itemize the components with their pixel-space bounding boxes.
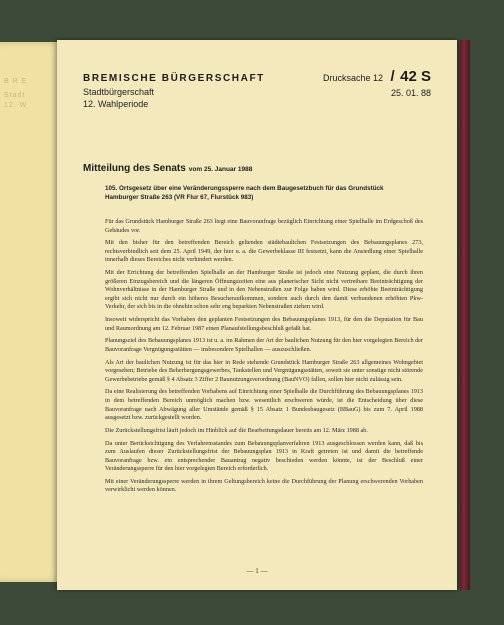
drucksache-label: Drucksache 12 xyxy=(323,73,384,83)
page-number: — 1 — xyxy=(246,567,268,575)
document-title xyxy=(83,158,252,176)
letterhead xyxy=(83,73,265,111)
title-text: Mitteilung des Senats xyxy=(83,163,186,174)
org-name: BREMISCHE BÜRGERSCHAFT xyxy=(83,73,265,84)
paragraph: Da eine Realisierung des betreffenden Vorhabens auf Einrichtung einer Spielhalle die Durchführung des Bebauungsplanes 1913 in dem betreffenden Bereich unmöglich machen bzw. wesentlich erschweren würde, ist die Entscheidung über diese Bauvoranfrage nach Abwägung aller Umstände gemäß § 15 Absatz 1 Bundesbaugesetz (BBauG) bis zum 7. April 1988 ausgesetzt bzw. zurückgestellt worden. xyxy=(105,388,423,422)
paragraph: Da unter Berücksichtigung des Verfahrensstandes zum Bebauungsplanverfahren 1913 ausgeschlossen werden kann, daß bis zum Auslaufen dieser Zurückstellungsfrist der Bebauungsplan 1913 in Kraft getreten ist und damit die betreffende Bauvoranfrage bzw. ein entsprechender Bauantrag negativ beschieden werden könnte, ist der Beschluß einer Veränderungssperre für den hier vorgelegten Bereich erforderlich. xyxy=(105,439,423,473)
paragraph: Mit einer Veränderungssperre werden in ihrem Geltungsbereich keine die Durchführung der Planung erschwerenden Vorhaben verwirklicht werden können. xyxy=(105,477,423,494)
paragraph: Die Zurückstellungsfrist läuft jedoch im Hinblick auf die Bearbeitungsdauer bereits am 12. März 1988 ab. xyxy=(105,426,368,434)
title-date: vom 25. Januar 1988 xyxy=(188,166,253,173)
paragraph: Planungsziel des Bebauungsplanes 1913 ist u. a. im Rahmen der Art der baulichen Nutzung für den hier vorgelegten Bereich der Bauvoranfrage Vergnügungsstätten — insbesondere Spielhallen — auszuschließen. xyxy=(105,337,423,353)
paragraph: Als Art der baulichen Nutzung ist für das hier in Rede stehende Grundstück Hamburger Straße 263 allgemeines Wohngebiet vorgesehen; Betriebe des Beherbergungsgewerbes, Tankstellen und Vergnügungsstätten, soweit sie unter sonstige nicht störende Gewerbebetriebe gemäß § 4 Absatz 3 Ziffer 2 Baunutzungsverordnung (BauNVO) fallen, sollen hier nicht zulässig sein. xyxy=(105,358,423,383)
document-page xyxy=(57,40,457,590)
drucksache-number: 42 S xyxy=(400,68,431,85)
subject-heading: 105. Ortsgesetz über eine Veränderungssperre nach dem Baugesetzbuch für das Grundstück Hamburger Straße 263 (VR Flur 67, Flurstück 983) xyxy=(105,185,384,201)
binder-spine xyxy=(460,40,470,590)
paragraph: Für das Grundstück Hamburger Straße 263 liegt eine Bauvoranfrage bezüglich Einrichtung einer Spielhalle im Erdgeschoß des Gebäudes vor. xyxy=(105,218,423,234)
drucksache-slash: / xyxy=(390,68,395,85)
body-text xyxy=(105,218,423,499)
parliament-body: Stadtbürgerschaft xyxy=(83,87,155,97)
electoral-period: 12. Wahlperiode xyxy=(83,99,149,109)
paragraph: Mit der Errichtung der betreffenden Spielhalle an der Hamburger Straße ist jedoch eine Nutzung geplant, die durch ihren größeren Einzugsbereich und die längeren Öffnungszeiten eine aus planerischer Sicht nicht vertretbare Beeinträchtigung der Wohnverhältnisse in der Hamburger Straße und in den Nebenstraßen zur Folge haben wird. Diese erhöhte Beeinträchtigung ergibt sich nicht nur durch ein höheres Besucheraufkommen, sondern auch durch den damit verbundenen erhöhten Pkw-Verkehr, der sich bis in die ohnehin schon sehr eng beparkten Nebenstraßen ziehen wird. xyxy=(105,269,423,311)
paragraph: Insoweit widerspricht das Vorhaben den geplanten Festsetzungen des Bebauungsplanes 1913, für den die Deputation für Bau und Raumordnung am 12. Februar 1987 einen Planaufstellungsbeschluß gefaßt hat. xyxy=(105,316,423,332)
document-date: 25. 01. 88 xyxy=(390,88,431,98)
adjacent-left-page: B R E Stadt 12. W xyxy=(0,42,62,582)
document-reference xyxy=(323,68,431,98)
paragraph: Mit den bisher für den betreffenden Bereich geltenden städtebaulichen Festsetzungen des Bebauungsplanes 273, rechtsverbindlich seit dem 25. April 1949, der hier u. a. die Gewerbeklasse III festsetzt, kann die Ansiedlung einer Spielhalle innerhalb dieses Bereiches nicht verhindert werden. xyxy=(105,239,423,264)
